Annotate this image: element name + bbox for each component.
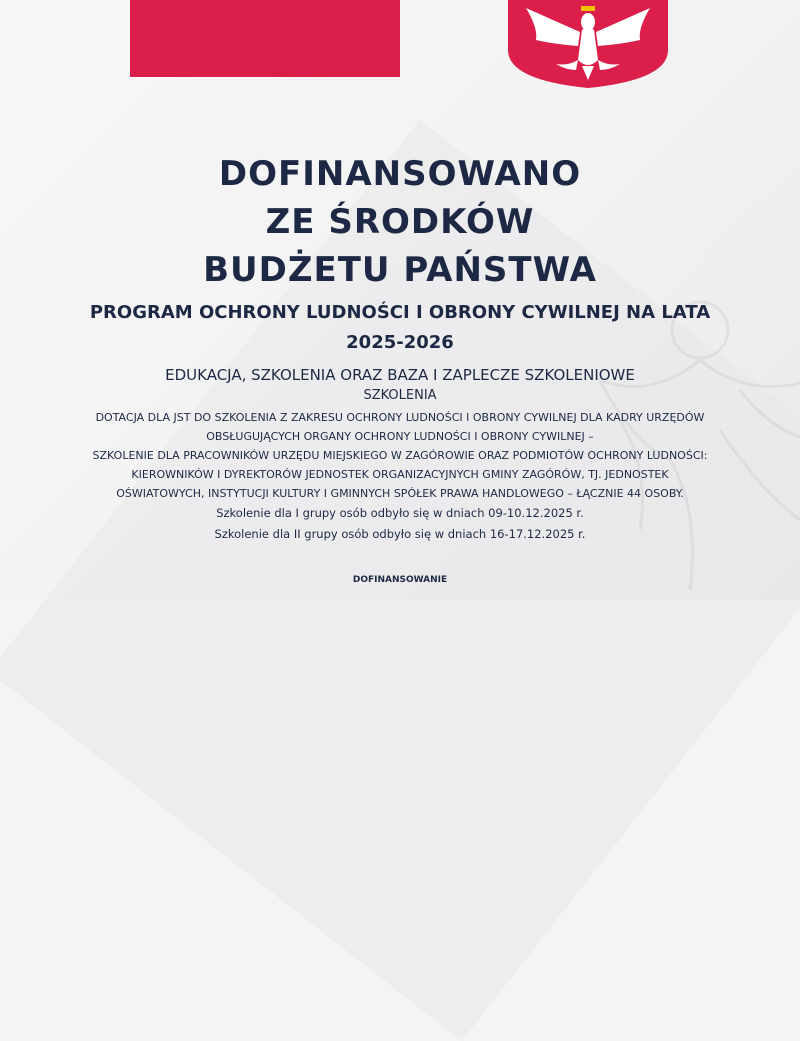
polish-eagle-emblem-icon	[508, 0, 668, 88]
description-line: SZKOLENIE DLA PRACOWNIKÓW URZĘDU MIEJSKIEGO W ZAGÓROWIE ORAZ PODMIOTÓW OCHRONY LUDNOŚCI:	[92, 449, 708, 462]
area-heading: EDUKACJA, SZKOLENIA ORAZ BAZA I ZAPLECZE SZKOLENIOWE	[165, 366, 635, 384]
date-line-group-1: Szkolenie dla I grupy osób odbyło się w dniach 09-10.12.2025 r.	[216, 506, 584, 520]
program-line-2: 2025-2026	[346, 332, 454, 353]
title-line-3: BUDŻETU PAŃSTWA	[203, 250, 597, 290]
date-line-group-2: Szkolenie dla II grupy osób odbyło się w dniach 16-17.12.2025 r.	[214, 527, 586, 541]
subarea-heading: SZKOLENIA	[363, 388, 437, 403]
training-dates	[0, 503, 800, 545]
footer-label: DOFINANSOWANIE	[352, 575, 448, 585]
description-line: KIEROWNIKÓW I DYREKTORÓW JEDNOSTEK ORGANIZACYJNYCH GMINY ZAGÓRÓW, TJ. JEDNOSTEK	[131, 468, 669, 481]
title-line-2: ZE ŚRODKÓW	[265, 202, 535, 242]
description-line: OŚWIATOWYCH, INSTYTUCJI KULTURY I GMINNYCH SPÓŁEK PRAWA HANDLOWEGO – ŁĄCZNIE 44 OSOBY.	[116, 487, 684, 500]
main-content	[0, 150, 800, 545]
program-name	[0, 298, 800, 358]
description-line: OBSŁUGUJĄCYCH ORGANY OCHRONY LUDNOŚCI I OBRONY CYWILNEJ –	[206, 430, 594, 443]
description	[30, 408, 770, 503]
title-line-1: DOFINANSOWANO	[218, 154, 582, 194]
description-line: DOTACJA DLA JST DO SZKOLENIA Z ZAKRESU OCHRONY LUDNOŚCI I OBRONY CYWILNEJ DLA KADRY URZĘDÓW	[95, 411, 705, 424]
program-line-1: PROGRAM OCHRONY LUDNOŚCI I OBRONY CYWILNEJ NA LATA	[89, 302, 711, 323]
polish-flag-red-band	[130, 0, 400, 77]
